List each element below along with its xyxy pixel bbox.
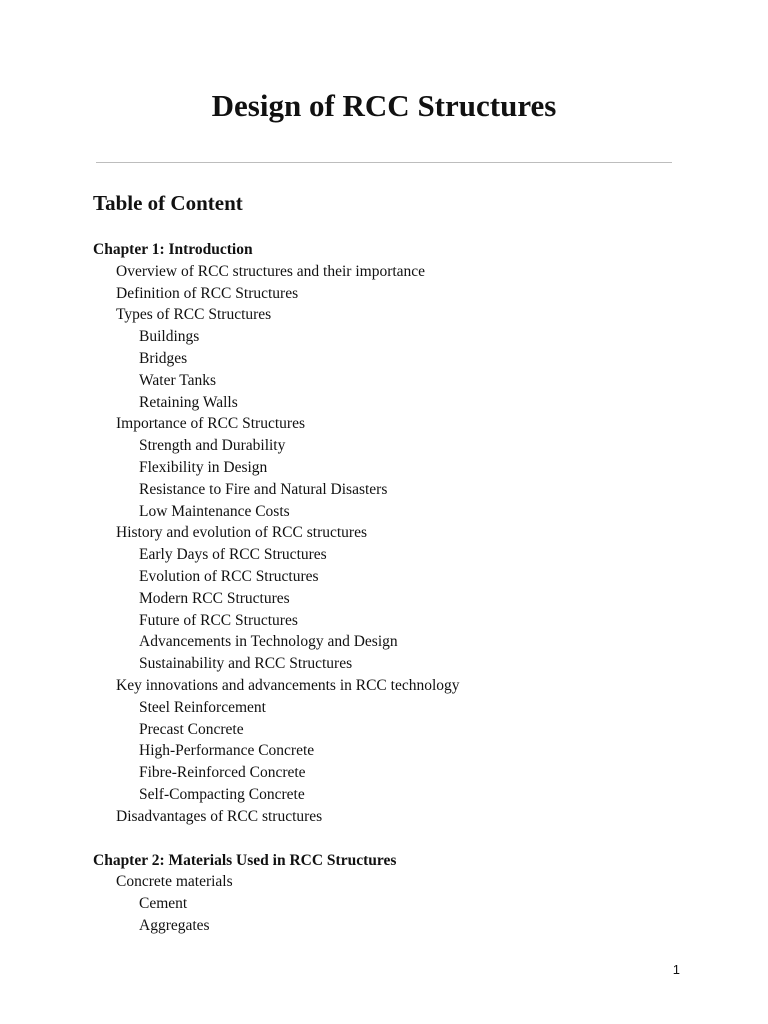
toc-subsection-item: Low Maintenance Costs [139, 502, 290, 520]
document-title: Design of RCC Structures [211, 88, 557, 123]
toc-subsection-item: Buildings [139, 328, 200, 346]
toc-subsection-item: Strength and Durability [139, 437, 286, 455]
toc-section-item: Overview of RCC structures and their importance [116, 262, 426, 280]
chapter-title: Chapter 2: Materials Used in RCC Structures [93, 851, 397, 869]
chapter-title: Chapter 1: Introduction [93, 241, 253, 258]
toc-subsection-item: Flexibility in Design [139, 458, 268, 476]
toc-subsection-item: Modern RCC Structures [139, 589, 290, 607]
toc-section-item: History and evolution of RCC structures [116, 524, 367, 542]
title-divider [96, 162, 672, 163]
toc-subsection-item: Resistance to Fire and Natural Disasters [139, 480, 388, 498]
toc-section-item: Importance of RCC Structures [116, 415, 305, 433]
toc-subsection-item: Self-Compacting Concrete [139, 785, 305, 803]
toc-subsection-item: Cement [139, 895, 188, 913]
toc-subsection-item: Retaining Walls [139, 393, 238, 411]
toc-subsection-item: Precast Concrete [139, 720, 244, 738]
toc-section-item: Types of RCC Structures [116, 306, 272, 324]
toc-chapter [93, 239, 693, 828]
toc-section-item: Disadvantages of RCC structures [116, 807, 323, 825]
toc-subsection-item: Bridges [139, 349, 188, 367]
toc-subsection-item: Aggregates [139, 916, 210, 934]
toc-subsection-item: Evolution of RCC Structures [139, 567, 319, 585]
toc-subsection-item: Future of RCC Structures [139, 611, 298, 629]
toc-subsection-item: Water Tanks [139, 371, 217, 389]
table-of-contents [93, 239, 693, 937]
toc-section-item: Definition of RCC Structures [116, 284, 299, 302]
toc-subsection-item: Fibre-Reinforced Concrete [139, 764, 306, 782]
toc-subsection-item: Advancements in Technology and Design [139, 633, 398, 651]
toc-subsection-item: Steel Reinforcement [139, 698, 266, 716]
page-number: 1 [672, 962, 680, 977]
toc-subsection-item: Early Days of RCC Structures [139, 546, 327, 564]
toc-heading: Table of Content [93, 191, 243, 215]
toc-subsection-item: Sustainability and RCC Structures [139, 655, 353, 673]
toc-subsection-item: High-Performance Concrete [139, 742, 315, 760]
toc-chapter [93, 850, 693, 937]
toc-section-item: Concrete materials [116, 873, 233, 891]
toc-section-item: Key innovations and advancements in RCC technology [116, 676, 460, 694]
